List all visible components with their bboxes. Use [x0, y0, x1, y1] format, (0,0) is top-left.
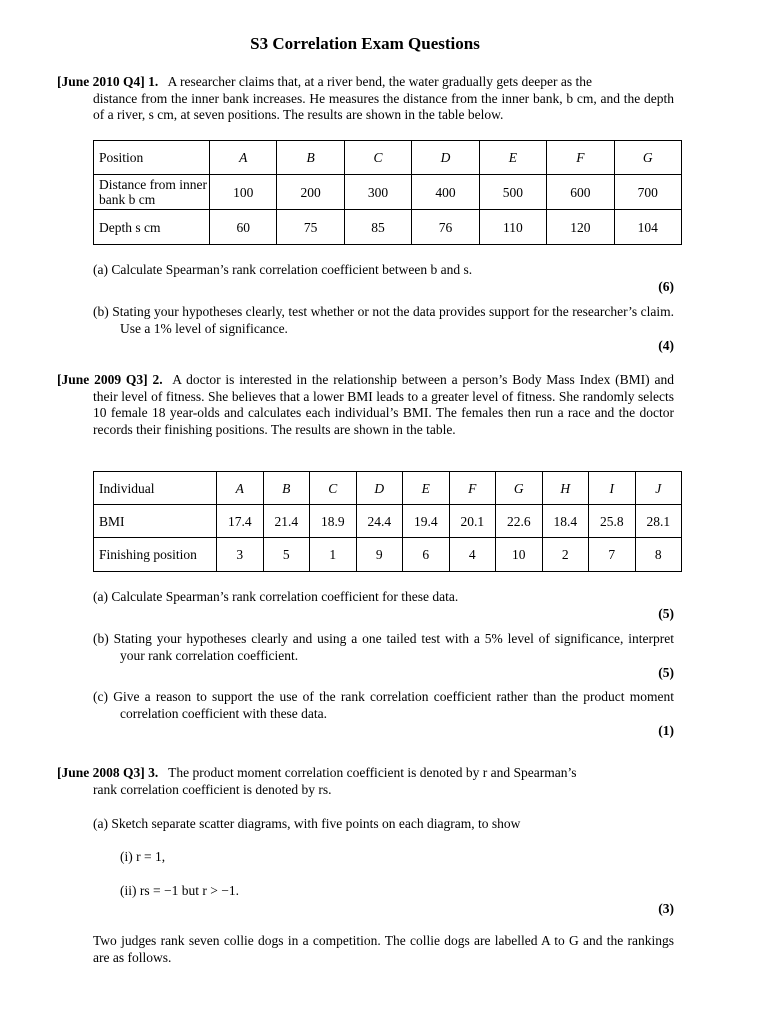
question-2: [57, 372, 674, 438]
table-cell: BMI: [94, 505, 217, 538]
table-cell: H: [542, 472, 589, 505]
table-cell: 104: [614, 210, 681, 245]
table-cell: 17.4: [217, 505, 264, 538]
table-row: [94, 538, 682, 572]
table-row: [94, 472, 682, 505]
table-cell: 10: [496, 538, 543, 572]
table-cell: 300: [344, 175, 411, 210]
page-title: S3 Correlation Exam Questions: [250, 34, 480, 53]
table-cell: 9: [356, 538, 403, 572]
table-cell: 3: [217, 538, 264, 572]
table-cell: G: [496, 472, 543, 505]
table-cell: 200: [277, 175, 344, 210]
question-2-part-a: (a) Calculate Spearman’s rank correlation coefficient for these data.: [93, 589, 459, 604]
table-cell: 110: [479, 210, 546, 245]
table-cell: 600: [547, 175, 614, 210]
question-2-marks-b: (5): [658, 665, 674, 680]
question-1-marks-b: (4): [658, 338, 674, 353]
question-3: [57, 765, 674, 798]
table-row: [94, 175, 682, 210]
question-3-part-a: (a) Sketch separate scatter diagrams, with five points on each diagram, to show: [93, 816, 521, 831]
table-cell: C: [310, 472, 357, 505]
table-cell: 2: [542, 538, 589, 572]
question-3-source: [June 2008 Q3] 3.: [57, 765, 159, 780]
question-3-marks-a: (3): [658, 901, 674, 916]
table-cell: 19.4: [403, 505, 450, 538]
question-1-text: distance from the inner bank increases. He measures the distance from the inner bank, b cm, and the depth of a river, s cm, at seven positions. The results are shown in the table below.: [93, 90, 674, 122]
table-cell: 22.6: [496, 505, 543, 538]
table-cell: 21.4: [263, 505, 310, 538]
question-1-source: [June 2010 Q4] 1.: [57, 74, 159, 89]
table-cell: 85: [344, 210, 411, 245]
table-cell: D: [412, 141, 479, 175]
question-2-table: [93, 471, 682, 572]
question-3-text-line1: The product moment correlation coefficient is denoted by r and Spearman’s: [168, 765, 577, 780]
table-cell: B: [277, 141, 344, 175]
table-cell: J: [635, 472, 682, 505]
question-2-marks-c: (1): [658, 723, 674, 738]
table-cell: 75: [277, 210, 344, 245]
table-cell: 28.1: [635, 505, 682, 538]
table-cell: A: [210, 141, 277, 175]
question-2-part-b: (b) Stating your hypotheses clearly and using a one tailed test with a 5% level of significance, interpret your rank correlation coefficient.: [93, 631, 674, 663]
table-cell: Distance from inner bank b cm: [94, 175, 210, 210]
question-2-body: [57, 372, 674, 438]
table-cell: 500: [479, 175, 546, 210]
question-3-paragraph: Two judges rank seven collie dogs in a competition. The collie dogs are labelled A to G and the rankings are as follows.: [93, 933, 674, 965]
table-cell: 100: [210, 175, 277, 210]
table-row: [94, 141, 682, 175]
table-cell: 20.1: [449, 505, 496, 538]
table-cell: 4: [449, 538, 496, 572]
question-1-line1: [57, 74, 674, 91]
table-row: [94, 505, 682, 538]
table-cell: Position: [94, 141, 210, 175]
question-3-line1: [57, 765, 674, 782]
table-cell: F: [547, 141, 614, 175]
table-cell: 18.4: [542, 505, 589, 538]
question-1-part-b: (b) Stating your hypotheses clearly, test whether or not the data provides support for the researcher’s claim. Use a 1% level of significance.: [93, 304, 674, 336]
table-cell: 18.9: [310, 505, 357, 538]
table-cell: D: [356, 472, 403, 505]
question-3-sub-ii: (ii) rs = −1 but r > −1.: [120, 883, 239, 898]
table-cell: 60: [210, 210, 277, 245]
table-cell: 24.4: [356, 505, 403, 538]
table-cell: 700: [614, 175, 681, 210]
table-cell: G: [614, 141, 681, 175]
table-cell: E: [479, 141, 546, 175]
question-2-source: [June 2009 Q3] 2.: [57, 372, 163, 387]
question-2-marks-a: (5): [658, 606, 674, 621]
question-2-part-c: (c) Give a reason to support the use of the rank correlation coefficient rather than the product moment correlation coefficient with these data.: [93, 689, 674, 721]
table-cell: B: [263, 472, 310, 505]
question-3-text-line2: rank correlation coefficient is denoted by rs.: [93, 781, 332, 797]
table-cell: C: [344, 141, 411, 175]
table-cell: E: [403, 472, 450, 505]
table-cell: 8: [635, 538, 682, 572]
table-cell: F: [449, 472, 496, 505]
table-cell: 5: [263, 538, 310, 572]
question-1: [57, 74, 674, 124]
table-cell: Finishing position: [94, 538, 217, 572]
table-cell: I: [589, 472, 636, 505]
table-cell: Depth s cm: [94, 210, 210, 245]
table-row: [94, 210, 682, 245]
table-cell: 400: [412, 175, 479, 210]
table-cell: 120: [547, 210, 614, 245]
question-1-text-line1: A researcher claims that, at a river bend, the water gradually gets deeper as the: [167, 74, 592, 89]
question-1-marks-a: (6): [658, 279, 674, 294]
table-cell: A: [217, 472, 264, 505]
table-cell: 1: [310, 538, 357, 572]
table-cell: 25.8: [589, 505, 636, 538]
table-cell: 7: [589, 538, 636, 572]
question-1-table: [93, 140, 682, 245]
table-cell: 76: [412, 210, 479, 245]
question-2-text: A doctor is interested in the relationship between a person’s Body Mass Index (BMI) and their level of fitness. She believes that a lower BMI leads to a greater level of fitness. She randomly selects 10 female 18 year-olds and calculates each individual’s BMI. The females then run a race and the doctor records their finishing positions. The results are shown in the table.: [93, 372, 674, 437]
question-1-part-a: (a) Calculate Spearman’s rank correlation coefficient between b and s.: [93, 262, 473, 277]
question-3-sub-i: (i) r = 1,: [120, 849, 166, 864]
table-cell: 6: [403, 538, 450, 572]
table-cell: Individual: [94, 472, 217, 505]
